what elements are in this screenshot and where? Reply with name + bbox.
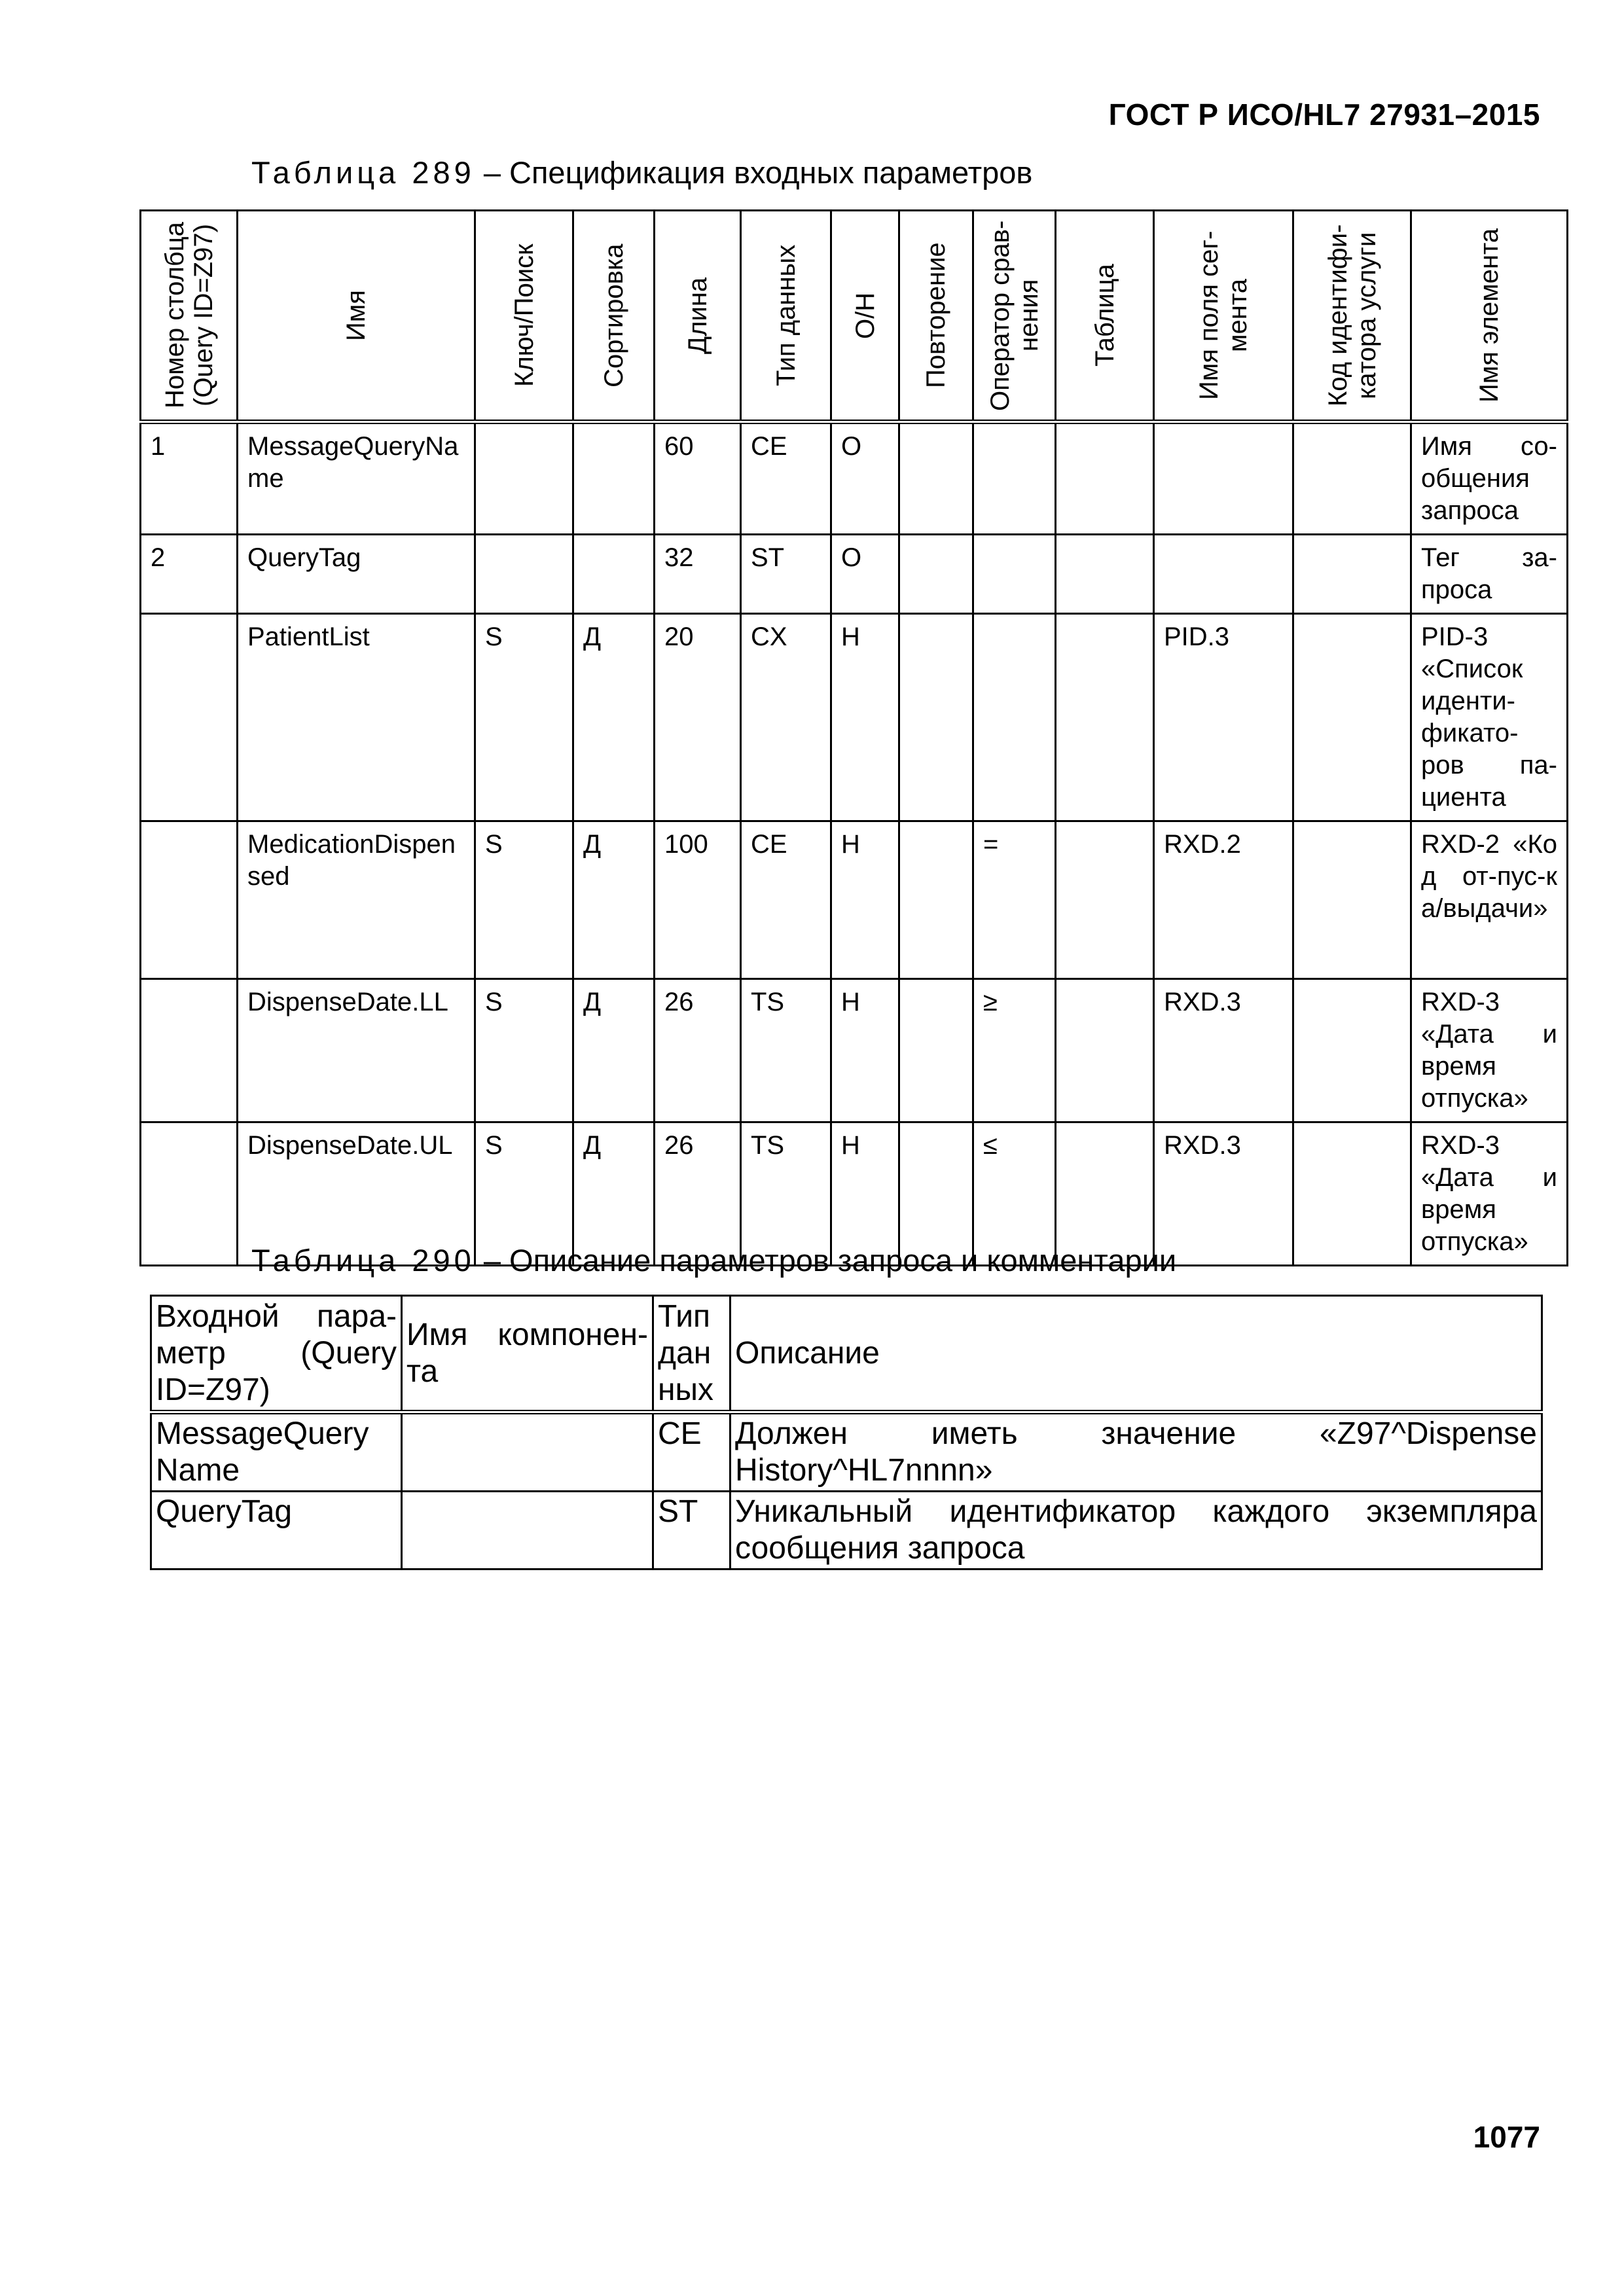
- caption-dash: –: [475, 1243, 510, 1278]
- column-header: Тип дан ных: [653, 1296, 731, 1412]
- cell: RXD.2: [1154, 821, 1293, 979]
- cell: [1056, 821, 1154, 979]
- cell: 20: [655, 614, 741, 821]
- cell: RXD.3: [1154, 1122, 1293, 1266]
- cell: O: [831, 535, 899, 614]
- cell: MessageQuery Name: [151, 1412, 402, 1492]
- table-row: [151, 1492, 1542, 1570]
- cell: 60: [655, 422, 741, 535]
- column-header: Таблица: [1090, 264, 1119, 367]
- cell: [1293, 1122, 1411, 1266]
- cell: [475, 535, 573, 614]
- cell: PID.3: [1154, 614, 1293, 821]
- column-header: Тип данных: [771, 244, 801, 387]
- column-header: Имя поля сег-мента: [1195, 230, 1252, 401]
- cell: [1293, 821, 1411, 979]
- header-cell: [1056, 211, 1154, 422]
- cell: [1154, 422, 1293, 535]
- caption-dash: –: [475, 155, 510, 190]
- header-cell: [741, 211, 831, 422]
- cell: [402, 1412, 653, 1492]
- header-cell: [238, 211, 475, 422]
- cell: [475, 422, 573, 535]
- cell: DispenseDate.LL: [238, 979, 475, 1122]
- table-290-caption: [251, 1242, 1176, 1278]
- cell: CE: [741, 821, 831, 979]
- cell: CX: [741, 614, 831, 821]
- header-cell: [973, 211, 1056, 422]
- cell: [973, 422, 1056, 535]
- table-290-header-row: [151, 1296, 1542, 1412]
- cell: Должен иметь значение «Z97^Dispense History^HL7nnnn»: [731, 1412, 1542, 1492]
- column-header: Код идентифи-катора услуги: [1323, 224, 1381, 407]
- column-header: Оператор срав-нения: [985, 220, 1043, 411]
- cell: ST: [741, 535, 831, 614]
- cell: Д: [573, 821, 655, 979]
- cell: MedicationDispensed: [238, 821, 475, 979]
- cell: 32: [655, 535, 741, 614]
- table-290-label: Таблица 290: [251, 1243, 475, 1278]
- table-row: [141, 422, 1568, 535]
- cell: RXD-3 «Дата и время отпуска»: [1411, 1122, 1568, 1266]
- header-cell: [141, 211, 238, 422]
- column-header: Длина: [683, 277, 712, 354]
- column-header: Номер столбца (Query ID=Z97): [160, 222, 218, 409]
- cell: [1293, 614, 1411, 821]
- cell: [1056, 422, 1154, 535]
- cell: [141, 821, 238, 979]
- cell: CE: [741, 422, 831, 535]
- cell: O: [831, 422, 899, 535]
- column-header: О/Н: [850, 292, 880, 339]
- cell: 2: [141, 535, 238, 614]
- table-row: [141, 821, 1568, 979]
- column-header: Входной пара-метр (Query ID=Z97): [151, 1296, 402, 1412]
- cell: RXD-2 «Код от-пус-ка/выдачи»: [1411, 821, 1568, 979]
- cell: [1056, 535, 1154, 614]
- cell: PID-3 «Список иденти-фикато-ров па-циента: [1411, 614, 1568, 821]
- cell: TS: [741, 979, 831, 1122]
- cell: 100: [655, 821, 741, 979]
- column-header: Повторение: [922, 242, 950, 389]
- cell: =: [973, 821, 1056, 979]
- table-289-title: Спецификация входных параметров: [509, 155, 1033, 190]
- header-cell: [1411, 211, 1568, 422]
- cell: Имя со-общения запроса: [1411, 422, 1568, 535]
- cell: RXD-3 «Дата и время отпуска»: [1411, 979, 1568, 1122]
- cell: Уникальный идентификатор каждого экземпляра сообщения запроса: [731, 1492, 1542, 1570]
- standard-header: ГОСТ Р ИСО/HL7 27931–2015: [1108, 98, 1540, 132]
- cell: [973, 535, 1056, 614]
- header-cell: [475, 211, 573, 422]
- page-number: 1077: [1473, 2120, 1540, 2154]
- cell: Д: [573, 1122, 655, 1266]
- cell: CE: [653, 1412, 731, 1492]
- cell: RXD.3: [1154, 979, 1293, 1122]
- column-header: Описание: [731, 1296, 1542, 1412]
- header-cell: [573, 211, 655, 422]
- cell: ST: [653, 1492, 731, 1570]
- table-row: [141, 979, 1568, 1122]
- cell: ≤: [973, 1122, 1056, 1266]
- cell: [1293, 979, 1411, 1122]
- column-header: Имя: [342, 290, 370, 341]
- cell: TS: [741, 1122, 831, 1266]
- header-cell: [655, 211, 741, 422]
- table-row: [151, 1412, 1542, 1492]
- cell: Тег за-проса: [1411, 535, 1568, 614]
- table-289-header-row: [141, 211, 1568, 422]
- cell: Д: [573, 979, 655, 1122]
- cell: Н: [831, 821, 899, 979]
- cell: [573, 422, 655, 535]
- cell: [1056, 979, 1154, 1122]
- cell: [141, 979, 238, 1122]
- cell: [899, 422, 973, 535]
- header-cell: [831, 211, 899, 422]
- header-cell: [1293, 211, 1411, 422]
- header-cell: [899, 211, 973, 422]
- cell: [1293, 422, 1411, 535]
- cell: Н: [831, 1122, 899, 1266]
- cell: ≥: [973, 979, 1056, 1122]
- cell: [141, 1122, 238, 1266]
- cell: Н: [831, 979, 899, 1122]
- cell: 26: [655, 1122, 741, 1266]
- cell: Н: [831, 614, 899, 821]
- cell: [1154, 535, 1293, 614]
- cell: 26: [655, 979, 741, 1122]
- cell: QueryTag: [238, 535, 475, 614]
- cell: MessageQueryName: [238, 422, 475, 535]
- table-290-title: Описание параметров запроса и комментарии: [509, 1243, 1177, 1278]
- cell: [402, 1492, 653, 1570]
- table-row: [141, 535, 1568, 614]
- cell: [899, 979, 973, 1122]
- header-cell: [1154, 211, 1293, 422]
- cell: S: [475, 614, 573, 821]
- cell: [899, 535, 973, 614]
- cell: Д: [573, 614, 655, 821]
- cell: [1293, 535, 1411, 614]
- table-row: [141, 614, 1568, 821]
- cell: QueryTag: [151, 1492, 402, 1570]
- cell: S: [475, 821, 573, 979]
- query-parameters-description-table: [150, 1295, 1543, 1570]
- cell: [899, 614, 973, 821]
- cell: [973, 614, 1056, 821]
- column-header: Сортировка: [599, 243, 628, 387]
- table-289-caption: [251, 154, 1032, 190]
- table-289-label: Таблица 289: [251, 155, 475, 190]
- cell: [1056, 614, 1154, 821]
- cell: PatientList: [238, 614, 475, 821]
- cell: S: [475, 1122, 573, 1266]
- column-header: Имя элемента: [1475, 228, 1504, 403]
- column-header: Ключ/Поиск: [509, 243, 539, 387]
- cell: [141, 614, 238, 821]
- cell: DispenseDate.UL: [238, 1122, 475, 1266]
- cell: [573, 535, 655, 614]
- cell: 1: [141, 422, 238, 535]
- cell: S: [475, 979, 573, 1122]
- cell: [899, 821, 973, 979]
- input-parameters-table: [139, 209, 1568, 1266]
- column-header: Имя компонен-та: [402, 1296, 653, 1412]
